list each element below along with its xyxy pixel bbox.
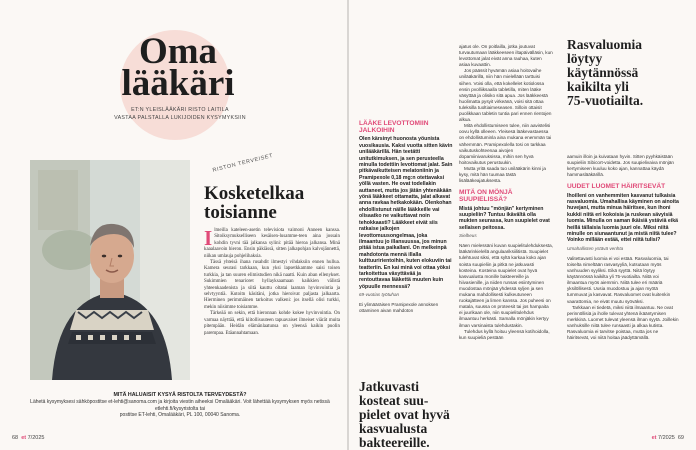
answer-paragraph: ajatus ole. On poitlailla, jotka joutuvat turvautumaan lääkkeeseen iltapäivälläsin, kun levottomat jalat eivät anna rauhaa, kuten asiaa kuvaattin.	[459, 44, 553, 68]
column-title-line-2: lääkäri	[121, 63, 235, 104]
column-subtitle-line-2: VASTAA PALSTALLA LUKIJOIDEN KYSYMYKSIIN	[114, 115, 246, 121]
ask-box	[30, 392, 330, 419]
reader-question: Ihoilleni on vanhemmiten kasvanut tulkaisia rasvaluomia. Umahallisa käyminen on ainoita huvejani, mutta minua häiritsee, kun ihoni kukkii niitä eri kokoisia ja ruskean sävyisiä luomia. Minulla on saman ikäisiä ystäviä eikä heillä tällaisia luomia juuri ole. Miksi niitä minulle on siunaantunut ja mistä niitä tulee? Voinko millään estää, ettei niitä tulisi?	[567, 192, 679, 244]
pull-quote-line: käytännössä	[567, 65, 639, 80]
ask-title: MITÄ HALUAISIT KYSYÄ RISTOLTA TERVEYDESTÄ?	[113, 392, 247, 398]
question-signature: Sielbeus	[459, 233, 477, 239]
right-page	[349, 0, 696, 450]
reader-question: Mistä johtuu "mönjän" kertyminen suupieliin? Tuntuu ikävältä olla mukten seurassa, kun suupielet ovat sellaisen peitossa.	[459, 205, 550, 231]
portrait-illustration	[30, 160, 190, 380]
headline-line-2: toisianne	[204, 202, 277, 223]
column-subtitle	[95, 106, 265, 122]
article-body	[204, 228, 340, 337]
column-2	[459, 44, 553, 341]
answer-paragraph: Jos päässit hyvämän asiaa hoitovaihe unilääkärillä, niin hän mielellään tarttuisi siihen. Voisi olla, että kokellelet kotiolossa ensin pvolliiksaalla tabletilla, miten lääke väsyttää ja olisiko sitä apua. Jos lääkkeestä huolimatta pysyit virkeänä, voisi sitä ottaa tuleksilla tuoltiaimeseasen. Silloin ottaisit puolikkaan tabletin tuntia pari ennen rientojen alkua.	[459, 68, 552, 123]
page-footer-right	[652, 435, 684, 441]
left-page	[0, 0, 347, 450]
body-paragraph: Tärkeää on sekin, että hieronnan kohde kokee hyvinvointia. On varmaa näyttää, että kiitollisuuteen tapuavaiset ilmeiset viärät muita pitempään. Heidän elämänlaatunsa on yleensä kaikin puolin parempaa. Etäannahtamaan.	[204, 311, 340, 336]
pull-quote-line: löytyy	[567, 51, 603, 66]
subheading-new-moles: UUDET LUOMET HÄIRITSEVÄT	[567, 183, 666, 191]
page-footer-left	[12, 435, 44, 441]
column-subtitle-line-1: ET:N YLEISLÄÄKÄRI RISTO LAITILA	[131, 107, 229, 113]
ask-text-line-1: Lähetä kysymyksesi sähköpostitse et-lehti@sanoma.com ja kirjoita viestin aiheeksi Omalääkäri. Voit lähettää kysymyksen myös netissä etlehti.fi/kysyristolta tai	[30, 398, 330, 412]
body-paragraph: Tässä yhteisä ihana rusahdit ilmestyi vihdaksiin ennen hullua. Kamera seurasi tarkkaan, kun yksi lapsetkkamme saisi toisen turkkia, ja tan suuren elimistudien nikä naatti. Kuin aban ellenykset. Sukimmien tenarioret hyllayksaamaan kaikkien välistä yhteenkaadenista ja siitä kauttu oltatai laaman hyvinvointia ja selvtyyntiä. Kutoitn käsitäni, jotka hieroivat paljasta jalkaarta. Hierminen perimmäinen tarkoitus valkeni: jos itsellä olisi turkki, mekin niisimme toisiamme.	[204, 260, 340, 310]
pull-quote-line: kasvualusta	[359, 421, 428, 436]
question-signature: Umahallisten ystävä venhta	[567, 245, 624, 251]
pull-quote-line: kosteat suu-	[359, 393, 429, 408]
page-number: 68	[12, 435, 19, 441]
question-signature: 69-vuotias työtuhan	[359, 292, 400, 298]
publication-logo: et	[21, 435, 27, 441]
pull-quote-line: kaikilta yli	[567, 79, 629, 94]
publication-logo: et	[651, 435, 657, 441]
portrait-photo	[30, 160, 190, 380]
body-paragraph-text: lmeilla kateleen-asetin televisiota vaimoni Anneen kanssa. Sitoiksymukselliseen kesäisen-lusamme-teen aina jossain kohdin tyvni tää jalkansa sylini: pitää hieroa jalkansa. Minä kaaalaavoin hieron. Ensin päkiässä, sitten jalkapohjan kalvojännettä, niikan umlauja pohjelihaksia.	[204, 228, 340, 259]
pull-quote-line: bakteereille.	[359, 435, 430, 450]
pull-quote-line: Rasvaluomia	[567, 37, 643, 52]
ask-text-line-2: postitse ET-lehti, Omalääkäri, PL 100, 00040 Sanoma.	[119, 412, 241, 419]
issue-number: 7/2025	[27, 435, 45, 441]
body-paragraph	[204, 228, 340, 260]
drop-cap: I	[204, 226, 213, 250]
answer-paragraph: Ei ylimääräisen Pramipexole annoksen ottaminen aivan mahdoton	[359, 302, 439, 314]
answer-paragraph: Valitettavasti luomia ei voi estää. Rasvaluomia, tai toiselta nimeltään rasvasyyliä, kutsutaan myös vanhuuden syyliksi. Eikä syyttä. Niitä löytyy käytännössä kaikilta yli 75-vuotiailta. Niitä voi ilmaantua myös aiemmin. Niitä tulee eri määriä yksilöllisesti. Uusia muodostuu ja ajan myötä tummuvat ja kasvavat. Rasvaluomet ovat kuitenkin vaarattomia, ne eivät muutu syöväksi.	[567, 255, 671, 304]
headline-line-1: Kosketelkaa	[204, 183, 305, 204]
answer-paragraph: aamuin illoin ja kuivataan hyvin. Sitten pyyhkäistään suupieliin Sibicort-voidetta. Jos suupielivaiva mönjän kertymiseen kuuluu koko ajan, kannattaa käydä hammaslääkärillä.	[567, 154, 674, 178]
pull-quote-line: Jatkuvasti	[359, 379, 420, 394]
answer-paragraph: Mitä ehdollistumiseen tulee, niin aavistelisi oovu kyllä olleeen. Yleisesä lääkevastaessa on ehdollistuminla aina mukana enemmän tai vähemmän. Pramipexolella tosi on tarkkaa vaikutuskohteenaa aivojen dopamiinivaruksissa, mihin sen hyvä hoitovaikutus perustuukin.	[459, 123, 552, 165]
article-headline	[204, 184, 344, 222]
pull-quote-line: 75-vuotiailta.	[567, 93, 644, 108]
column-3	[567, 154, 679, 341]
answer-paragraph: Tulehdus kyllä hoituu yleensä kotihoidolla, kun suupieliä pestään	[459, 328, 550, 340]
answer-paragraph: Tarkkaan ei tiedetä, miksi niitä ilmaantuu. Ne ovat perinnöllisiä ja iholle tulevat yhtenä ikääntymisen merkkinä. Luomet tulevat yleensä ilman syytä. Joillekin vanhuksille niitä tulee runsaasti ja alkaa kutista. Rasvaluomia ei tarvitse poistaa, mutta jos ne häiritsevät, voi niitä hoitaa jäädyttämällä.	[567, 304, 679, 341]
page-number: 69	[677, 435, 684, 441]
reader-question: Olen kärsinyt huonosta yöunista vuosikausia. Kaksi vuotta sitten kävin unilääkärillä. Hän teetätti unitutkimuksen, ja sen perusteella minulla todettiin levottomat jalat. Sain pitkävaikutteisen melatoniinin ja Pramipexole 0,18 mg:n otettavaksi yöllä vasten. He ovat todellakin auttaneet, mutta jos jätän yhtenäkään yönä lääkkeet ottamatta, jalat alkavat anna ravkaa hetkakokään. Olenkohan ehdollistunut näille lääkkeille vai olisaatko ne vaikuttavat noin tehokkaasti? Lääkkeet eivät siis ratkaise jalkojen levottomuusongelmaa, joka ilmaantuu jo illansuussa, jos minun pitää istua paikallani. On melkeinpä mahdotonta mennä illalla kulttuuririentoihin, kuten elokuviin tai teatteriin. En kai minä voi ottaa yöksi tarkoitettua väsyttävää ja rentouttavaa lääkettä muuten kuin yöpuulle mennessä?	[359, 136, 453, 290]
answer-paragraph: Mutta yritä saada tuo unilääkärin kinni ja kysy, mitä hän tuumaa tästä lisälääkeajatuksesta.	[459, 165, 546, 184]
subheading-restless-legs: LÄÄKE LEVOTTOMIIN JALKOIHIN	[359, 120, 429, 135]
column-title	[118, 31, 238, 104]
pull-quote-1	[359, 380, 453, 450]
issue-number: 7/2025	[657, 435, 675, 441]
answer-paragraph: Näen mielessäni kuvan suupielitulehduksesta, lääkärinkielellä angulaariksiilitistä. Suupielet tulehtuvat siksi, että syltä karkaa koko ajan soista suupieliin ja pitkä ne jatkuvasti kosteina. Kosteina suupielet ovat hyvä kasvualusta monille bakteereille ja hiivasienille, ja niiden runsas esiintyminen muodostaa mönjää yhdessä syljen ja sen mukana mahdollisesti kulkeutuneen ruokajätteen ja limen kanssa. Jos puheesi on matala, suussa on proteesit tai jos hampaita ei juurikaan ole, niin suupielitulehdus ilmaantuu herkästi. Samalla mönjäkin kertyy ilman varsinaista tulehdustakin.	[459, 243, 553, 328]
kicker-label: RISTON TERVEISET	[212, 152, 274, 174]
column-title-line-1: Oma	[138, 31, 218, 72]
column-1	[359, 118, 453, 314]
pull-quote-line: pielet ovat hyvä	[359, 407, 450, 422]
subheading-mouth-corners: MITÄ ON MÖNJÄ SUUPIELISSÄ?	[459, 189, 513, 204]
pull-quote-2	[567, 38, 679, 108]
